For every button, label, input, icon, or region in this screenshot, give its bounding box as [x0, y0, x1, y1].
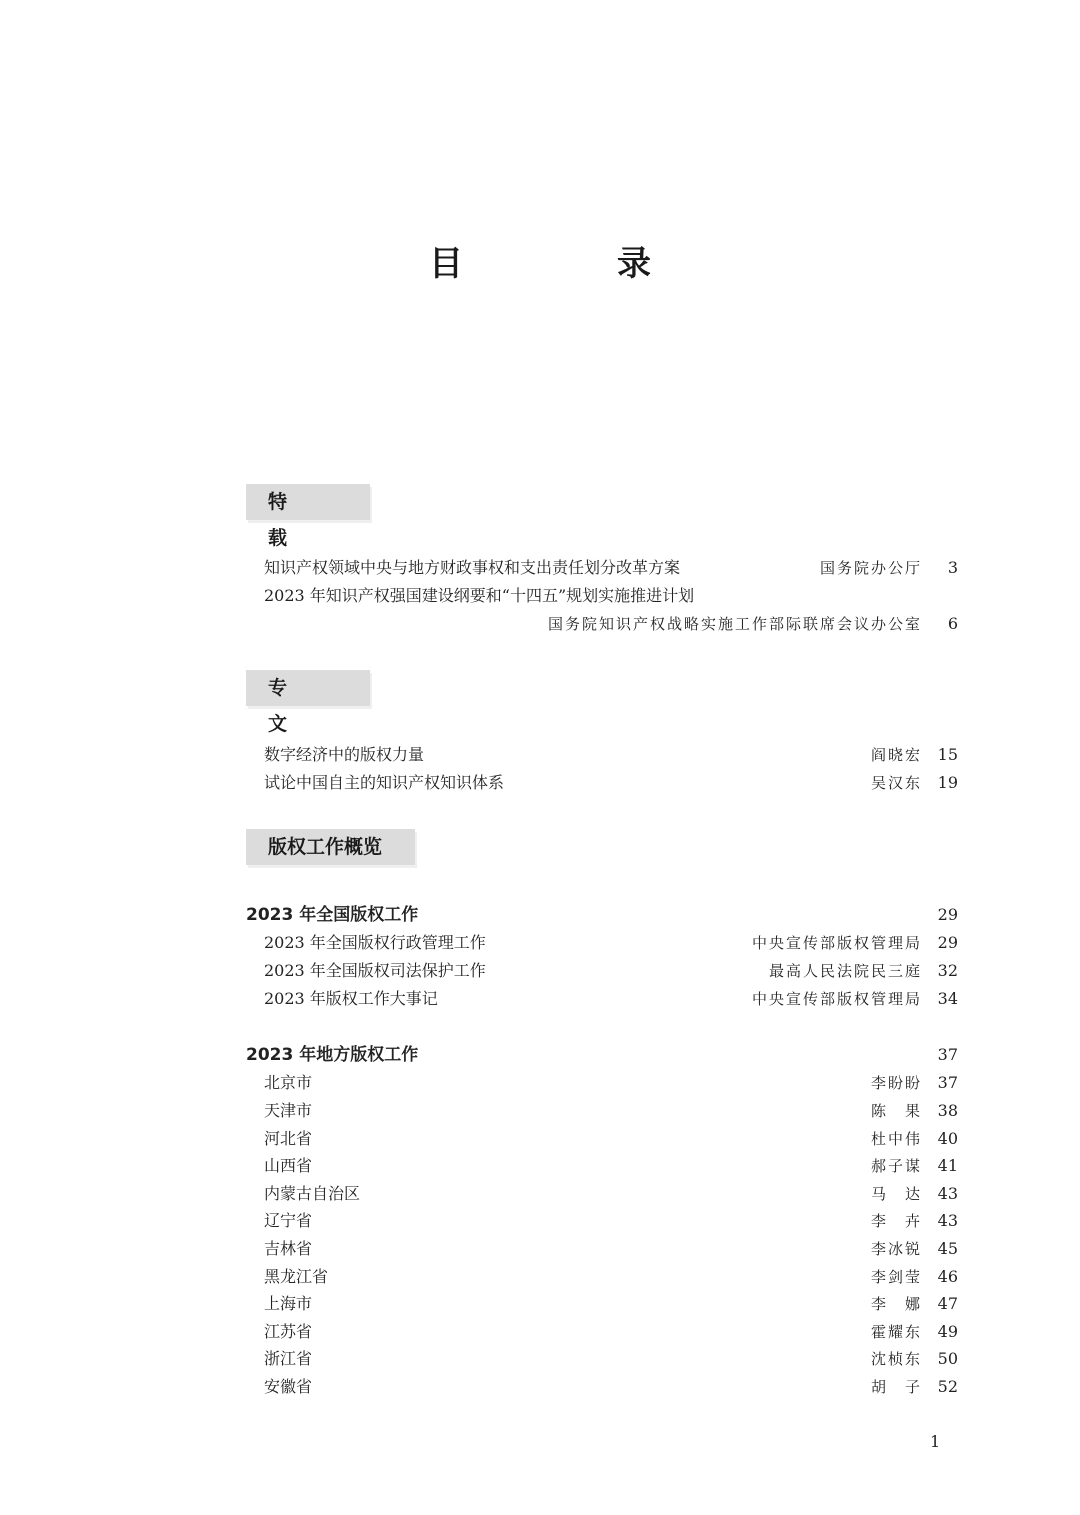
toc-entry[interactable] [264, 1127, 958, 1151]
section-tab-label: 特载 [268, 491, 326, 549]
entry-author: 中央宣传部版权管理局 [751, 990, 922, 1008]
toc-entry[interactable] [264, 1237, 958, 1261]
entry-page: 43 [937, 1184, 958, 1203]
toc-entry[interactable] [264, 1071, 958, 1095]
entry-page: 47 [937, 1294, 958, 1313]
entry-title: 山西省 [264, 1156, 313, 1175]
toc-entry[interactable] [264, 1099, 958, 1123]
entry-title: 知识产权领域中央与地方财政事权和支出责任划分改革方案 [264, 558, 681, 577]
entry-author: 杜中伟 [870, 1130, 922, 1148]
toc-entry[interactable] [264, 1209, 958, 1233]
group-title: 2023 年地方版权工作 [246, 1045, 419, 1065]
entry-title: 安徽省 [264, 1377, 313, 1396]
entry-page: 41 [937, 1156, 958, 1175]
entry-page: 34 [937, 989, 958, 1008]
group-title: 2023 年全国版权工作 [246, 905, 419, 925]
entry-author: 国务院办公厅 [819, 559, 922, 577]
section-tab-overview[interactable] [246, 829, 415, 865]
toc-entry[interactable] [264, 1375, 958, 1399]
entry-page: 38 [937, 1101, 958, 1120]
entry-author: 胡 子 [870, 1378, 922, 1396]
entry-title: 江苏省 [264, 1322, 313, 1341]
entry-page: 46 [937, 1267, 958, 1286]
group-page: 37 [937, 1045, 958, 1064]
entry-author: 霍耀东 [870, 1323, 922, 1341]
toc-entry[interactable] [264, 1347, 958, 1371]
entry-page: 37 [937, 1073, 958, 1092]
entry-page: 50 [937, 1349, 958, 1368]
entry-title: 吉林省 [264, 1239, 313, 1258]
page-number: 1 [930, 1432, 941, 1451]
toc-entry-author-line [264, 612, 958, 636]
toc-entry[interactable] [264, 959, 958, 983]
entry-title: 数字经济中的版权力量 [264, 745, 425, 764]
entry-author: 郝子谋 [870, 1157, 922, 1175]
entry-page: 49 [937, 1322, 958, 1341]
entry-title: 内蒙古自治区 [264, 1184, 361, 1203]
entry-title: 2023 年全国版权行政管理工作 [264, 933, 486, 952]
entry-author: 阎晓宏 [870, 746, 922, 764]
entry-page: 6 [947, 614, 958, 633]
entry-author: 陈 果 [870, 1102, 922, 1120]
toc-group-heading[interactable] [246, 903, 958, 927]
entry-author: 吴汉东 [870, 774, 922, 792]
section-tab-label: 专文 [268, 677, 326, 735]
page-title: 目 录 [429, 244, 711, 284]
toc-group-heading[interactable] [246, 1043, 958, 1067]
section-tab-special[interactable] [246, 484, 370, 549]
entry-page: 19 [937, 773, 958, 792]
entry-page: 15 [937, 745, 958, 764]
entry-title: 2023 年全国版权司法保护工作 [264, 961, 486, 980]
entry-page: 32 [937, 961, 958, 980]
entry-page: 43 [937, 1211, 958, 1230]
entry-page: 52 [937, 1377, 958, 1396]
entry-title: 天津市 [264, 1101, 313, 1120]
entry-title: 2023 年版权工作大事记 [264, 989, 438, 1008]
entry-author: 李 娜 [870, 1295, 922, 1313]
entry-title: 河北省 [264, 1129, 313, 1148]
group-page: 29 [937, 905, 958, 924]
entry-title: 辽宁省 [264, 1211, 313, 1230]
entry-author: 李冰锐 [870, 1240, 922, 1258]
toc-entry[interactable] [264, 931, 958, 955]
toc-entry[interactable] [264, 584, 958, 608]
toc-entry[interactable] [264, 987, 958, 1011]
toc-entry[interactable] [264, 1265, 958, 1289]
entry-title: 黑龙江省 [264, 1267, 329, 1286]
entry-title: 北京市 [264, 1073, 313, 1092]
entry-title: 试论中国自主的知识产权知识体系 [264, 773, 505, 792]
toc-entry[interactable] [264, 1154, 958, 1178]
entry-author: 中央宣传部版权管理局 [751, 934, 922, 952]
entry-page: 3 [947, 558, 958, 577]
toc-entry[interactable] [264, 771, 958, 795]
entry-author: 沈桢东 [870, 1350, 922, 1368]
toc-entry[interactable] [264, 743, 958, 767]
toc-entry[interactable] [264, 1182, 958, 1206]
entry-author: 马 达 [870, 1185, 922, 1203]
entry-page: 29 [937, 933, 958, 952]
entry-author: 国务院知识产权战略实施工作部际联席会议办公室 [547, 615, 922, 633]
toc-entry[interactable] [264, 1320, 958, 1344]
toc-entry[interactable] [264, 1292, 958, 1316]
section-tab-essays[interactable] [246, 670, 370, 735]
entry-page: 40 [937, 1129, 958, 1148]
entry-author: 李剑莹 [870, 1268, 922, 1286]
entry-title: 2023 年知识产权强国建设纲要和“十四五”规划实施推进计划 [264, 586, 695, 605]
entry-author: 最高人民法院民三庭 [768, 962, 922, 980]
entry-author: 李盼盼 [870, 1074, 922, 1092]
toc-entry[interactable] [264, 556, 958, 580]
entry-title: 浙江省 [264, 1349, 313, 1368]
section-tab-label: 版权工作概览 [268, 836, 383, 858]
entry-page: 45 [937, 1239, 958, 1258]
entry-title: 上海市 [264, 1294, 313, 1313]
entry-author: 李 卉 [870, 1212, 922, 1230]
